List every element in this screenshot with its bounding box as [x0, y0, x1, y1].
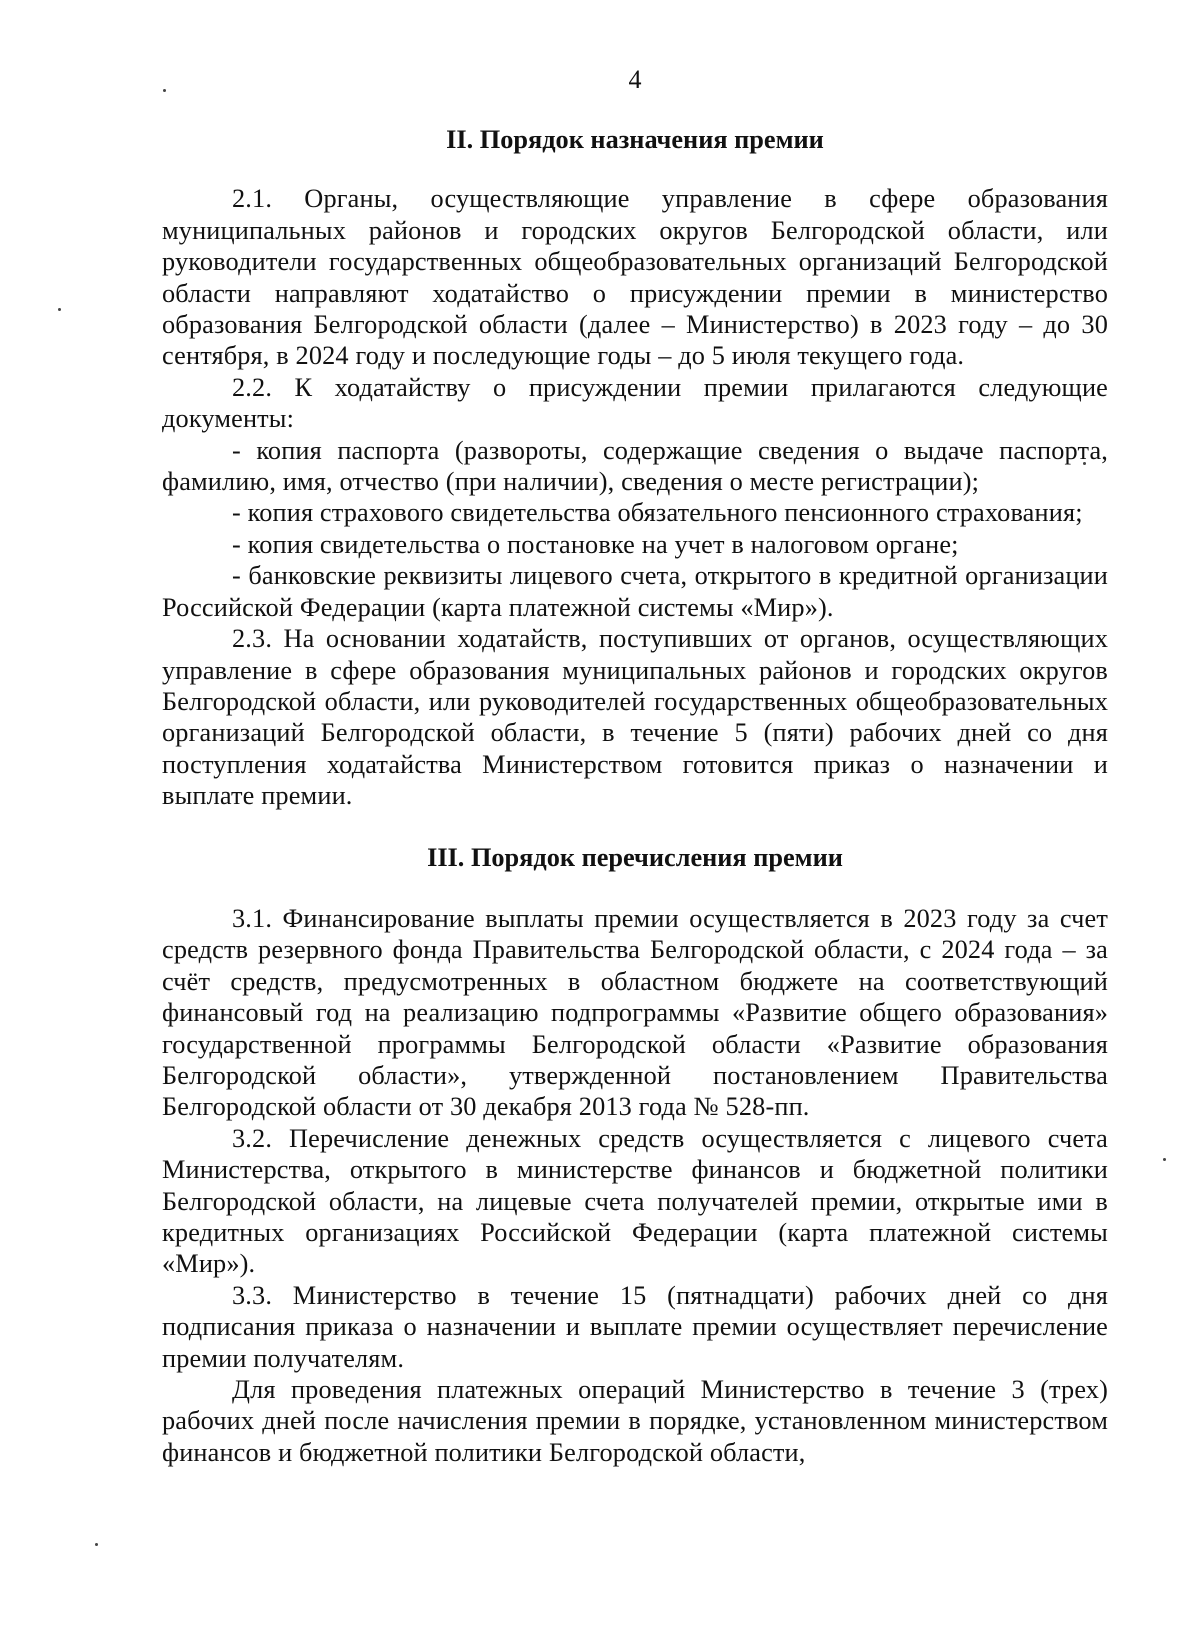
document-body	[162, 124, 1108, 1468]
paragraph-2-1: 2.1. Органы, осуществляющие управление в сфере образования муниципальных районов и городских округов Белгородской области, или руководители государственных общеобразовательных организаций Белгородской области направляют ходатайство о присуждении премии в министерство образования Белгородской области (далее – Министерство) в 2023 году – до 30 сентября, в 2024 году и последующие годы – до 5 июля текущего года.	[162, 184, 1108, 371]
paragraph-payment-operations: Для проведения платежных операций Министерство в течение 3 (трех) рабочих дней после начисления премии в порядке, установленном министерством финансов и бюджетной политики Белгородской области,	[162, 1375, 1108, 1467]
scan-speck	[163, 89, 166, 92]
list-item-bank: - банковские реквизиты лицевого счета, открытого в кредитной организации Российской Федерации (карта платежной системы «Мир»).	[162, 561, 1108, 622]
list-item-insurance: - копия страхового свидетельства обязательного пенсионного страхования;	[232, 498, 1083, 528]
paragraph-3-2: 3.2. Перечисление денежных средств осуществляется с лицевого счета Министерства, открытого в министерстве финансов и бюджетной политики Белгородской области, на лицевые счета получателей премии, открытые ими в кредитных организациях Российской Федерации (карта платежной системы «Мир»).	[162, 1123, 1108, 1279]
paragraph-3-1: 3.1. Финансирование выплаты премии осуществляется в 2023 году за счет средств резервного фонда Правительства Белгородской области, с 2024 года – за счёт средств, предусмотренных в областном бюджете на соответствующий финансовый год на реализацию подпрограммы «Развитие общего образования» государственной программы Белгородской области «Развитие образования Белгородской области», утвержденной постановлением Правительства Белгородской области от 30 декабря 2013 года № 528-пп.	[162, 903, 1108, 1122]
section-heading-3: III. Порядок перечисления премии	[427, 842, 843, 872]
paragraph-2-3: 2.3. На основании ходатайств, поступивших от органов, осуществляющих управление в сфере образования муниципальных районов и городских округов Белгородской области, или руководителей государственных общеобразовательных организаций Белгородской области, в течение 5 (пяти) рабочих дней со дня поступления ходатайства Министерством готовится приказ о назначении и выплате премии.	[162, 624, 1108, 811]
paragraph-2-2: 2.2. К ходатайству о присуждении премии прилагаются следующие документы:	[162, 372, 1108, 434]
section-heading-2: II. Порядок назначения премии	[446, 125, 824, 154]
scan-speck	[1163, 1158, 1166, 1161]
scan-speck	[95, 1543, 98, 1546]
paragraph-3-3: 3.3. Министерство в течение 15 (пятнадцати) рабочих дней со дня подписания приказа о назначении и выплате премии осуществляет перечисление премии получателям.	[162, 1280, 1108, 1373]
list-item-tax: - копия свидетельства о постановке на учет в налоговом органе;	[232, 529, 959, 559]
page-number: 4	[628, 65, 642, 94]
scan-speck	[58, 308, 61, 311]
list-item-passport: - копия паспорта (развороты, содержащие сведения о выдаче паспорта, фамилию, имя, отчество (при наличии), сведения о месте регистрации);	[162, 435, 1108, 497]
